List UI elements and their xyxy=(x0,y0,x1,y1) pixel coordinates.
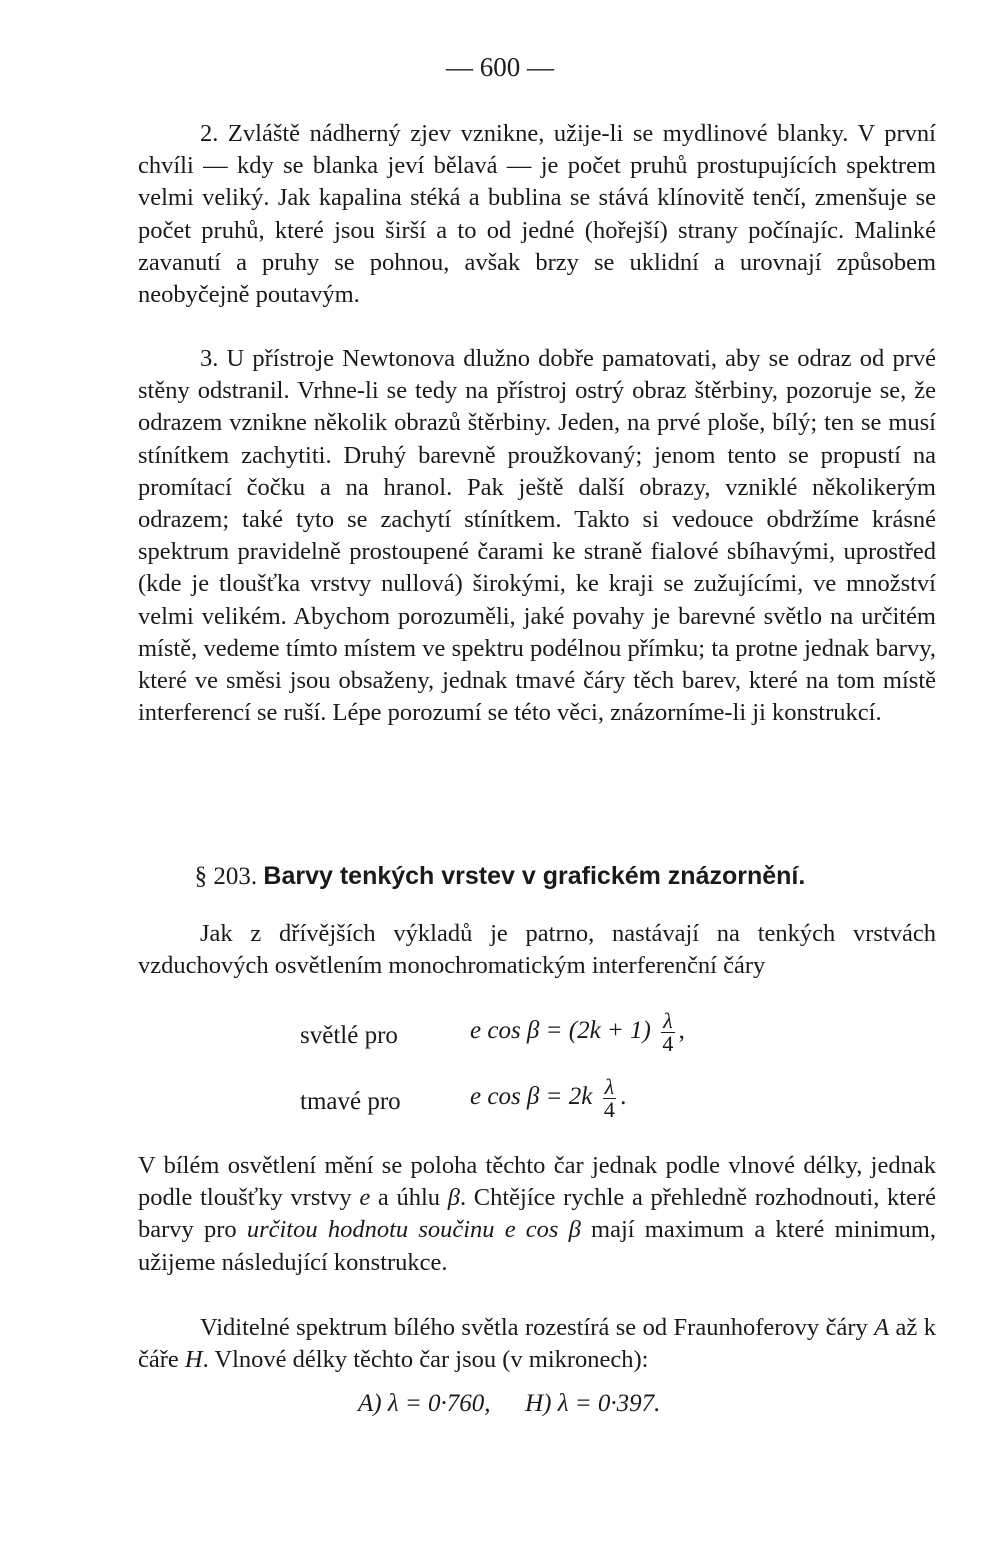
paragraph-intro: Jak z dřívějších výkladů je patrno, nastávají na tenkých vrstvách vzduchových osvětlením monochromatickým interferenční čáry xyxy=(138,920,936,980)
formula-dark-tail: . xyxy=(620,1083,627,1111)
formula-bright-numerator: λ xyxy=(663,1008,673,1033)
paragraph-newton-apparatus: 3. U přístroje Newtonova dlužno dobře pamatovati, aby se odraz od prvé stěny odstranil. Vrhne-li se tedy na přístroj ostrý obraz štěrbiny, pozoruje se, že odrazem vznikne několik obrazů štěrbiny. Jeden, na prvé ploše, bílý; ten se musí stínítkem zachytiti. Druhý barevně proužkovaný; jenom tento se propustí na promítací čočku a na hranol. Pak ještě další obrazy, vzniklé několikerým odrazem; také tyto se zachytí stínítkem. Takto si vedouce obdržíme krásné spektrum pravidelně prostoupené čarami ke straně fialové sbíhavými, uprostřed (kde je tloušťka vrstvy nullová) širokými, ke kraji se zužujícími, ve množství velmi velikém. Abychom porozuměli, jaké povahy je barevné světlo na určitém místě, vedeme tímto místem ve spektru podélnou přímku; ta protne jednak barvy, které ve směsi jsou obsaženy, jednak tmavé čáry těch barev, které na tom místě interferencí se ruší. Lépe porozumí se této věci, znázorníme-li ji konstrukcí. xyxy=(138,345,936,727)
symbol-line-a: A xyxy=(874,1314,890,1341)
formula-dark-lhs: e cos β = 2k xyxy=(470,1083,593,1111)
line-h-label: H) xyxy=(525,1390,552,1417)
line-h-value: λ = 0·397. xyxy=(557,1390,661,1417)
emphasis-product: určitou hodnotu součinu e cos β xyxy=(246,1216,581,1244)
formula-dark-fraction xyxy=(603,1076,617,1121)
formula-bright-denominator: 4 xyxy=(662,1031,674,1056)
paragraph-visible-spectrum xyxy=(138,1312,936,1376)
formula-bright-expression xyxy=(470,1010,685,1055)
paragraph-white-light xyxy=(138,1150,936,1279)
text-run: až k čáře xyxy=(138,1314,936,1374)
formula-dark-numerator: λ xyxy=(604,1074,615,1099)
formula-bright-label: světlé pro xyxy=(300,1022,398,1049)
section-title: Barvy tenkých vrstev v grafickém znázornění. xyxy=(263,862,806,890)
text-run: V bílém osvětlení mění se poloha těchto čar jednak podle vlnové délky, jednak podle tloušťky vrstvy xyxy=(138,1152,936,1212)
line-a-value: λ = 0·760, xyxy=(387,1390,491,1417)
formula-dark-label: tmavé pro xyxy=(300,1088,401,1115)
symbol-e: e xyxy=(359,1184,371,1212)
wavelength-values xyxy=(358,1390,660,1418)
line-a-label: A) xyxy=(358,1390,382,1417)
text-run: Viditelné spektrum bílého světla rozestírá se od Fraunhoferovy čáry xyxy=(200,1314,875,1341)
formula-dark-denominator: 4 xyxy=(603,1097,615,1122)
formula-bright-fraction xyxy=(661,1010,675,1055)
text-run: mají maximum a které minimum, užijeme následující konstrukce. xyxy=(138,1216,936,1276)
text-run: . Chtějíce rychle a přehledně rozhodnouti, které barvy pro xyxy=(138,1184,936,1244)
page-number: — 600 — xyxy=(446,52,554,82)
formula-dark-expression xyxy=(470,1076,626,1121)
symbol-beta: β xyxy=(447,1184,460,1212)
symbol-line-h: H xyxy=(184,1346,203,1374)
paragraph-soap-film: 2. Zvláště nádherný zjev vznikne, užije-li se mydlinové blanky. V první chvíli — kdy se blanka jeví bělavá — je počet pruhů prostupujících spektrem velmi veliký. Jak kapalina stéká a bublina se stává klínovitě tenčí, zmenšuje se počet pruhů, které jsou širší a to od jedné (hořejší) strany počínajíc. Malinké zavanutí a pruhy se pohnou, avšak brzy se uklidní a urovnají způsobem neobyčejně poutavým. xyxy=(138,120,936,309)
formula-bright-lhs: e cos β = (2k + 1) xyxy=(470,1017,651,1045)
formula-bright-tail: , xyxy=(678,1017,685,1045)
text-run: a úhlu xyxy=(370,1184,448,1212)
section-heading xyxy=(0,862,1000,891)
text-run: . Vlnové délky těchto čar jsou (v mikronech): xyxy=(202,1346,649,1374)
section-number: § 203. xyxy=(194,863,258,890)
